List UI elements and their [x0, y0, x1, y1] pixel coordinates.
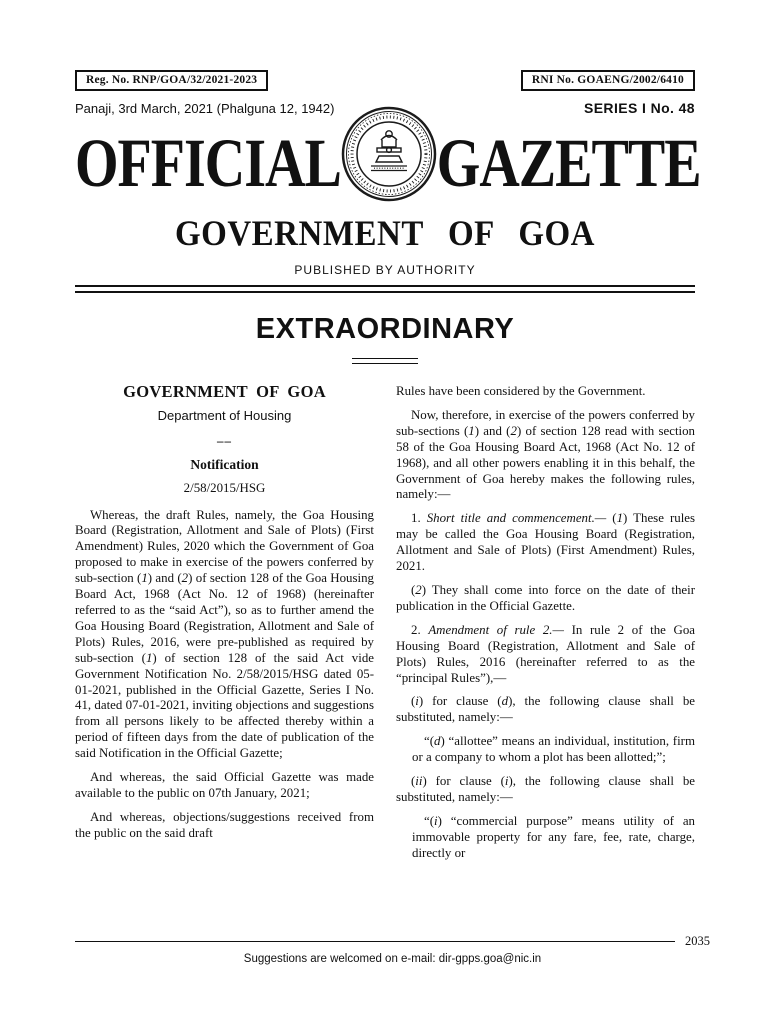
reg-no-box: Reg. No. RNP/GOA/32/2021-2023 — [75, 70, 268, 91]
footer — [75, 934, 710, 965]
paragraph-clause-d-allottee: “(d) “allottee” means an individual, institution, firm or a company to whom a plot has been allotted;”; — [412, 734, 695, 765]
footer-note: Suggestions are welcomed on e-mail: dir-gpps.goa@nic.in — [243, 953, 542, 965]
left-column — [75, 384, 374, 870]
page-number: 2035 — [685, 934, 710, 948]
paragraph-rule-2-amendment: 2. Amendment of rule 2.— In rule 2 of the Goa Housing Board (Registration, Allotment and Sale of Plots) Rules, 2016 (hereinafter referred to as the “principal Rules”),— — [396, 622, 695, 685]
government-of-goa-title: GOVERNMENT OF GOA — [174, 214, 596, 254]
registration-row — [75, 70, 695, 91]
paragraph-and-whereas-gazette: And whereas, the said Official Gazette was made available to the public on 07th January, 2021; — [75, 770, 374, 800]
paragraph-rule-1-short-title: 1. Short title and commencement.— (1) These rules may be called the Goa Housing Board (Registration, Allotment and Sale of Plots) (First Amendment) Rules, 2021. — [396, 511, 696, 574]
extraordinary-heading: EXTRAORDINARY — [255, 313, 515, 345]
published-by-authority: PUBLISHED BY AUTHORITY — [294, 263, 476, 277]
notification-number: 2/58/2015/HSG — [183, 480, 266, 495]
masthead — [75, 116, 701, 212]
notification-heading: Notification — [190, 456, 259, 472]
paragraph-rules-considered: Rules have been considered by the Government. — [396, 384, 646, 398]
paragraph-clause-i-commercial: “(i) “commercial purpose” means utility of an immovable property for any fare, fee, rate, charge, directly or — [412, 813, 695, 860]
paragraph-clause-ii: (ii) for clause (i), the following clause shall be substituted, namely:— — [396, 774, 695, 804]
section-heading-government-of-goa: GOVERNMENT OF GOA — [123, 382, 326, 401]
masthead-word-gazette: GAZETTE — [436, 126, 701, 202]
masthead-word-official: OFFICIAL — [75, 126, 341, 202]
double-rule — [75, 285, 695, 293]
department-line: Department of Housing — [157, 407, 292, 423]
paragraph-whereas: Whereas, the draft Rules, namely, the Goa Housing Board (Registration, Allotment and Sale of Plots) (First Amendment) Rules, 2020 which the Government of Goa proposed to make in exercise of the powers conferred by sub-section (1) and (2) of section 128 of the Goa Housing Board Act, 1968 (Act No. 12 of 1968) (hereinafter referred to as the “said Act”), so as to further amend the Goa Housing Board (Registration, Allotment and Sale of Plots) Rules, 2016, were pre-published as required by sub-section (1) of section 128 of the said Act vide Government Notification No. 2/58/2015/HSG dated 05-01-2021, published in the Official Gazette, Series I No. 41, dated 07-01-2021, inviting objections and suggestions from all persons likely to be affected thereby within a period of fifteen days from the date of publication of the said Notification in the Official Gazette; — [75, 507, 374, 761]
goa-emblem-icon — [341, 104, 437, 209]
right-column — [396, 384, 695, 870]
paragraph-now-therefore: Now, therefore, in exercise of the powers conferred by sub-sections (1) and (2) of section 128 read with section 58 of the Goa Housing Board Act, 1968 (Act No. 12 of 1968), and all other powers enabling it in this behalf, the Government of Goa hereby makes the following rules, namely:— — [396, 407, 696, 502]
body-columns — [75, 384, 695, 870]
footer-divider — [75, 941, 675, 942]
place-date-line: Panaji, 3rd March, 2021 (Phalguna 12, 1942) — [75, 101, 335, 116]
rni-no-box: RNI No. GOAENG/2002/6410 — [521, 70, 695, 91]
section-separator: –– — [217, 433, 232, 448]
paragraph-rule-1-sub-2: (2) They shall come into force on the date of their publication in the Official Gazette. — [396, 582, 695, 613]
series-label: SERIES I No. 48 — [583, 100, 695, 116]
paragraph-and-whereas-objections: And whereas, objections/suggestions received from the public on the said draft — [75, 809, 374, 840]
paragraph-clause-i: (i) for clause (d), the following clause shall be substituted, namely:— — [396, 694, 695, 725]
mini-double-rule — [352, 358, 418, 364]
